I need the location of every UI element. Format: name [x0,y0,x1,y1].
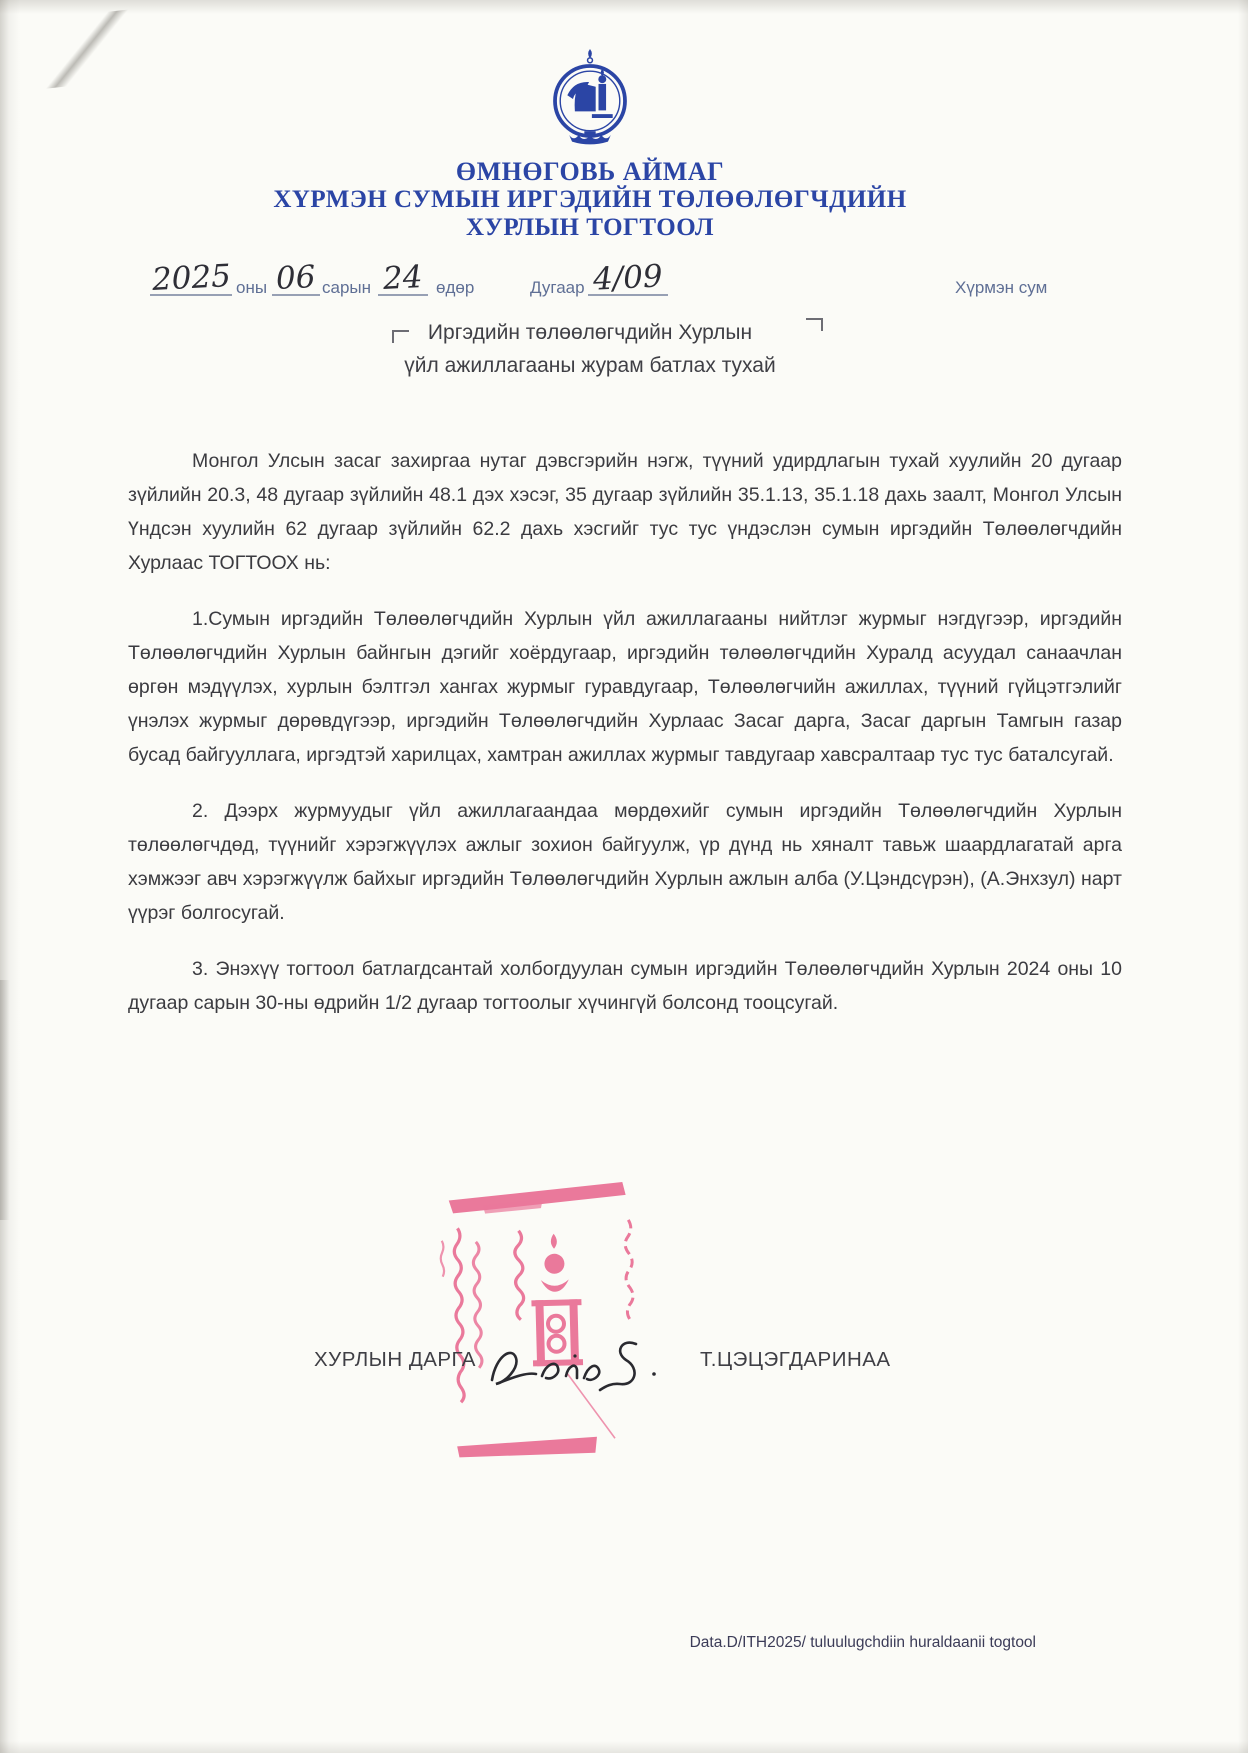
subject-line-1: Иргэдийн төлөөлөгчдийн Хурлын [427,321,753,344]
place-name: Хүрмэн сум [955,278,1048,297]
clause-2-paragraph: 2. Дээрх журмуудыг үйл ажиллагаандаа мөрдөхийг сумын иргэдийн Төлөөлөгчдийн Хурлын төлөөлөгчдөд, түүнийг хэрэгжүүлэх ажлыг зохион байгуулж, үр дүнд нь хяналт тавьж шаардлагатай арга хэмжээг авч хэрэгжүүлж байхыг иргэдийн Төлөөлөгчдийн Хурлын ажлын алба (У.Цэндсүрэн), (А.Энхзул) нарт үүрэг болгосугай. [128,800,1122,924]
signature-block [0,1340,1248,1420]
date-number-line [0,250,1248,306]
resolution-body [128,444,1122,1042]
document-type-title: ХУРЛЫН ТОГТООЛ [465,214,715,241]
month-blank [272,258,320,296]
official-stamp-image [422,1175,672,1473]
month-label: сарын [322,278,372,297]
handwritten-month: 06 [275,258,317,298]
handwritten-signature [478,1328,668,1402]
signer-name: Т.ЦЭЦЭГДАРИНАА [700,1348,891,1371]
handwritten-day: 24 [382,258,424,298]
clause-1-paragraph: 1.Сумын иргэдийн Төлөөлөгчдийн Хурлын үйл ажиллагааны нийтлэг журмыг нэгдүгээр, иргэдийн Төлөөлөгчдийн Хурлын байнгын дэгийг хоёрдугаар, иргэдийн төлөөлөгчдийн Хуралд асуудал санаачлан өргөн мэдүүлэх, хурлын бэлтгэл хангах журмыг гуравдугаар, Төлөөлөгчийн ажиллах, түүний гүйцэтгэлийг үнэлэх журмыг дөрөвдүгээр, иргэдийн Төлөөлөгчдийн Хурлаас Засаг дарга, Засаг даргын Тамгын газар бусад байгууллага, иргэдтэй харилцах, хамтран ажиллах журмыг тавдугаар хавсралтаар тус тус баталсугай. [128,608,1122,766]
year-label: оны [236,278,268,297]
year-blank [150,257,232,299]
issuing-organization [0,158,1180,242]
document-masthead [0,48,1180,242]
signer-title: ХУРЛЫН ДАРГА [314,1348,476,1371]
number-blank [588,258,668,296]
subject-line-2: үйл ажиллагааны журам батлах тухай [404,354,776,377]
file-reference: Data.D/ITH2025/ tuluulugchdiin huraldaanii togtool [689,1634,1036,1651]
preamble-paragraph: Монгол Улсын засаг захиргаа нутаг дэвсгэрийн нэгж, түүний удирдлагын тухай хуулийн 20 дугаар зүйлийн 20.3, 48 дугаар зүйлийн 48.1 дэх хэсэг, 35 дугаар зүйлийн 35.1.13, 35.1.18 дахь заалт, Монгол Улсын Үндсэн хуулийн 62 дугаар зүйлийн 62.2 дахь хэсгийг тус тус үндэслэн сумын иргэдийн Төлөөлөгчдийн Хурлаас ТОГТООХ нь: [128,450,1122,574]
clause-3-paragraph: 3. Энэхүү тогтоол батлагдсантай холбогдуулан сумын иргэдийн Төлөөлөгчдийн Хурлын 2024 оны 10 дугаар сарын 30-ны өдрийн 1/2 дугаар тогтоолыг хүчингүй болсонд тооцсугай. [128,958,1122,1014]
mongolian-state-emblem-icon [542,48,638,152]
number-label: Дугаар [530,278,585,297]
aimag-name: ӨМНӨГОВЬ АЙМАГ [455,157,725,186]
sum-khural-name: ХҮРМЭН СУМЫН ИРГЭДИЙН ТӨЛӨӨЛӨГЧДИЙН [273,186,907,213]
handwritten-year: 2025 [150,257,232,299]
handwritten-number: 4/09 [592,258,664,298]
day-blank [378,258,428,296]
document-subject [0,316,1180,382]
day-label: өдөр [436,278,475,297]
scan-edge-smudge [0,980,10,1220]
